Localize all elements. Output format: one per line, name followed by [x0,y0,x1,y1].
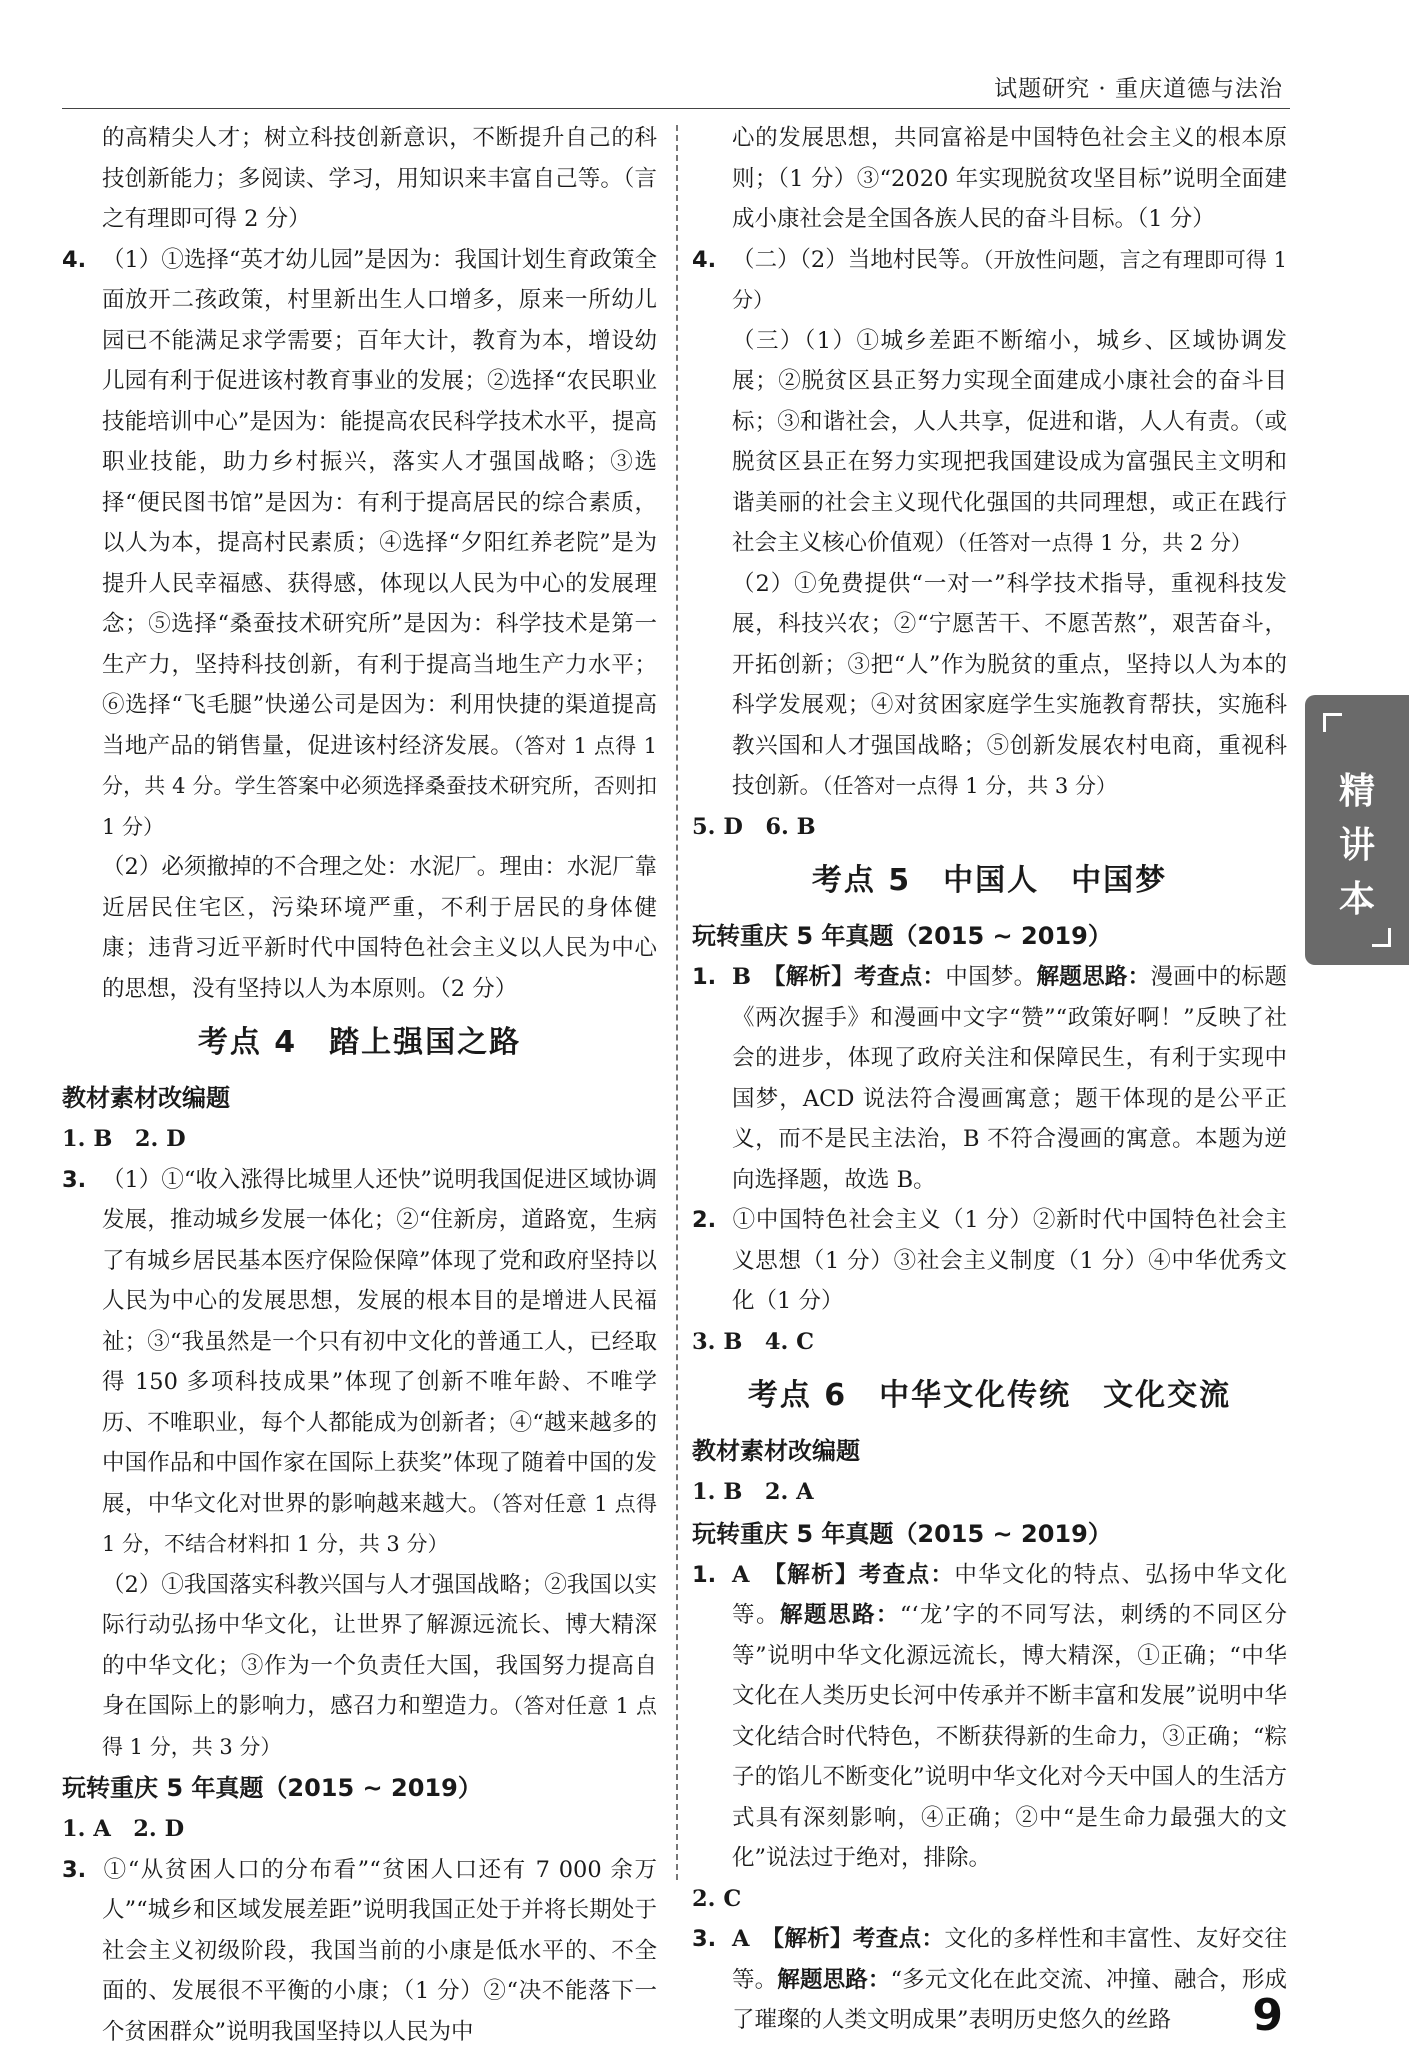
answer-item-4: 4. （1）①选择“英才幼儿园”是因为：我国计划生育政策全面放开二孩政策，村里新出生人口增多，原来一所幼儿园已不能满足求学需要；百年大计，教育为本，增设幼儿园有利于促进该村教育事业的发展；②选择“农民职业技能培训中心”是因为：能提高农民科学技术水平，提高职业技能，助力乡村振兴，落实人才强国战略；③选择“便民图书馆”是因为：有利于提高居民的综合素质，以人为本，提高村民素质；④选择“夕阳红养老院”是为提升人民幸福感、获得感，体现以人民为中心的发展理念；⑤选择“桑蚕技术研究所”是因为：科学技术是第一生产力，坚持科技创新，有利于提高当地生产力水平；⑥选择“飞毛腿”快递公司是因为：利用快捷的渠道提高当地产品的销售量，促进该村经济发展。（答对 1 点得 1 分，共 4 分。学生答案中必须选择桑蚕技术研究所，否则扣 1 分） [62,240,657,848]
item-number: 1. [692,1561,717,1588]
section-title-5: 考点 5 中国人 中国梦 [811,863,1168,898]
subsection-title-textbook: 教材素材改编题 [62,1084,230,1112]
subsection-title-real-exams: 玩转重庆 5 年真题（2015 ~ 2019） [692,922,1112,950]
answer-item-1: 1. B 【解析】考查点：中国梦。解题思路：漫画中的标题《两次握手》和漫画中文字“赞”“政策好啊！”反映了社会的进步，体现了政府关注和保障民生，有利于实现中国梦，ACD 说法符合漫画寓意；题干体现的是公平正义，而不是民主法治，B 不符合漫画的寓意。本题为逆向选择题，故选 B。 [692,957,1287,1200]
score-note: （任答对一点得 1 分，共 2 分） [957,531,1252,555]
side-tab [1305,695,1409,965]
score-note: （任答对一点得 1 分，共 3 分） [822,774,1117,798]
answer-continuation: 的高精尖人才；树立科技创新意识，不断提升自己的科技创新能力；多阅读、学习，用知识来丰富自己等。（言之有理即可得 2 分） [102,125,657,232]
answer-item-4-part-3-2: （2）①免费提供“一对一”科学技术指导，重视科技发展，科技兴农；②“宁愿苦干、不愿苦熬”，艰苦奋斗，开拓创新；③把“人”作为脱贫的重点，坚持以人为本的科学发展观；④对贫困家庭学生实施教育帮扶，实施科教兴国和人才强国战略；⑤创新发展农村电商，重视科技创新。（任答对一点得 1 分，共 3 分） [732,570,1287,799]
answer-item-3: 3. A 【解析】考查点：文化的多样性和丰富性、友好交往等。解题思路：“多元文化在此交流、冲撞、融合，形成了璀璨的人类文明成果”表明历史悠久的丝路 [692,1919,1287,2041]
page-number: 9 [1252,1990,1283,2041]
answer-continuation: 心的发展思想，共同富裕是中国特色社会主义的根本原则；（1 分）③“2020 年实现脱贫攻坚目标”说明全面建成小康社会是全国各族人民的奋斗目标。（1 分） [732,125,1287,232]
answer-item-3-real: 3. ①“从贫困人口的分布看”“贫困人口还有 7 000 余万人”“城乡和区域发展差距”说明我国正处于并将长期处于社会主义初级阶段，我国当前的小康是低水平的、不全面的、发展很不平衡的小康；（1 分）②“决不能落下一个贫困群众”说明我国坚持以人民为中 [62,1850,657,2053]
answer-line: 1. B 2. D [62,1126,186,1152]
answer-item-2: 2. ①中国特色社会主义（1 分）②新时代中国特色社会主义思想（1 分）③社会主义制度（1 分）④中华优秀文化（1 分） [692,1200,1287,1322]
score-note: （答对任意 1 点得 1 分，不结合材料扣 1 分，共 3 分） [102,1491,657,1556]
bracket-corner-icon [1372,928,1391,947]
right-column [692,118,1287,2041]
section-title-6: 考点 6 中华文化传统 文化交流 [747,1378,1232,1413]
item-number: 4. [692,246,717,273]
column-divider [676,125,678,1880]
analysis-label: 【解析】考查点： [774,964,946,990]
subsection-title-textbook: 教材素材改编题 [692,1437,860,1465]
header-rule [62,108,1290,109]
bracket-corner-icon [1323,713,1342,732]
section-title-4: 考点 4 踏上强国之路 [197,1025,522,1060]
analysis-label: 【解析】考查点： [774,1561,955,1588]
thinking-label: 解题思路： [1036,964,1151,990]
thinking-label: 解题思路： [779,1602,900,1628]
item-number: 3. [62,1856,87,1883]
answer-line: 1. B 2. A [692,1479,814,1505]
answer-item-3: 3. （1）①“收入涨得比城里人还快”说明我国促进区域协调发展，推动城乡发展一体化；②“住新房，道路宽，生病了有城乡居民基本医疗保险保障”体现了党和政府坚持以人民为中心的发展思想，发展的根本目的是增进人民福祉；③“我虽然是一个只有初中文化的普通工人，已经取得 150 多项科技成果”体现了创新不唯年龄、不唯学历、不唯职业，每个人都能成为创新者；④“越来越多的中国作品和中国作家在国际上获奖”体现了随着中国的发展，中华文化对世界的影响越来越大。（答对任意 1 点得 1 分，不结合材料扣 1 分，共 3 分） [62,1160,657,1565]
answer-line: 1. A 2. D [62,1816,185,1842]
subsection-title-real-exams: 玩转重庆 5 年真题（2015 ~ 2019） [692,1519,1112,1548]
left-column [62,118,657,2052]
item-number: 3. [62,1166,87,1193]
item-number: 2. [692,1207,717,1233]
analysis-label: 【解析】考查点： [772,1926,945,1952]
answer-item-1: 1. A 【解析】考查点：中华文化的特点、弘扬中华文化等。解题思路：“‘龙’字的不同写法，刺绣的不同区分等”说明中华文化源远流长，博大精深，①正确；“中华文化在人类历史长河中传承并不断丰富和发展”说明中华文化结合时代特色，不断获得新的生命力，③正确；“粽子的馅儿不断变化”说明中华文化对今天中国人的生活方式具有深刻影响，④正确；②中“是生命力最强大的文化”说法过于绝对，排除。 [692,1555,1287,1879]
answer-item-4-part-2: （2）必须撤掉的不合理之处：水泥厂。理由：水泥厂靠近居民住宅区，污染环境严重，不利于居民的身体健康；违背习近平新时代中国特色社会主义以人民为中心的思想，没有坚持以人为本原则。（2 分） [102,854,657,1002]
answer-line: 3. B 4. C [692,1328,815,1355]
answer-item-4: 4. （二）（2）当地村民等。（开放性问题，言之有理即可得 1 分） [692,240,1287,321]
answer-line: 2. C [692,1885,742,1912]
item-number: 1. [692,964,717,990]
score-note: （答对 1 点得 1 分，共 4 分。学生答案中必须选择桑蚕技术研究所，否则扣 1 分） [102,733,657,839]
score-note: （答对任意 1 点得 1 分，共 3 分） [102,1694,657,1759]
item-number: 4. [62,246,87,273]
answer-item-4-part-3: （三）（1）①城乡差距不断缩小，城乡、区域协调发展；②脱贫区县正努力实现全面建成小康社会的奋斗目标；③和谐社会，人人共享，促进和谐，人人有责。（或脱贫区县正在努力实现把我国建设成为富强民主文明和谐美丽的社会主义现代化强国的共同理想，或正在践行社会主义核心价值观）（任答对一点得 1 分，共 2 分） [732,327,1287,556]
running-header: 试题研究 · 重庆道德与法治 [994,76,1283,102]
answer-line: 5. D 6. B [692,813,816,840]
subsection-title-real-exams: 玩转重庆 5 年真题（2015 ~ 2019） [62,1774,482,1802]
side-tab-label: 精 讲 本 [1338,771,1375,920]
thinking-label: 解题思路： [777,1966,891,1993]
answer-item-3-part-2: （2）①我国落实科教兴国与人才强国战略；②我国以实际行动弘扬中华文化，让世界了解源远流长、博大精深的中华文化；③作为一个负责任大国，我国努力提高自身在国际上的影响力，感召力和塑造力。（答对任意 1 点得 1 分，共 3 分） [102,1571,657,1759]
item-number: 3. [692,1926,717,1952]
score-note: （开放性问题，言之有理即可得 1 分） [732,247,1287,312]
